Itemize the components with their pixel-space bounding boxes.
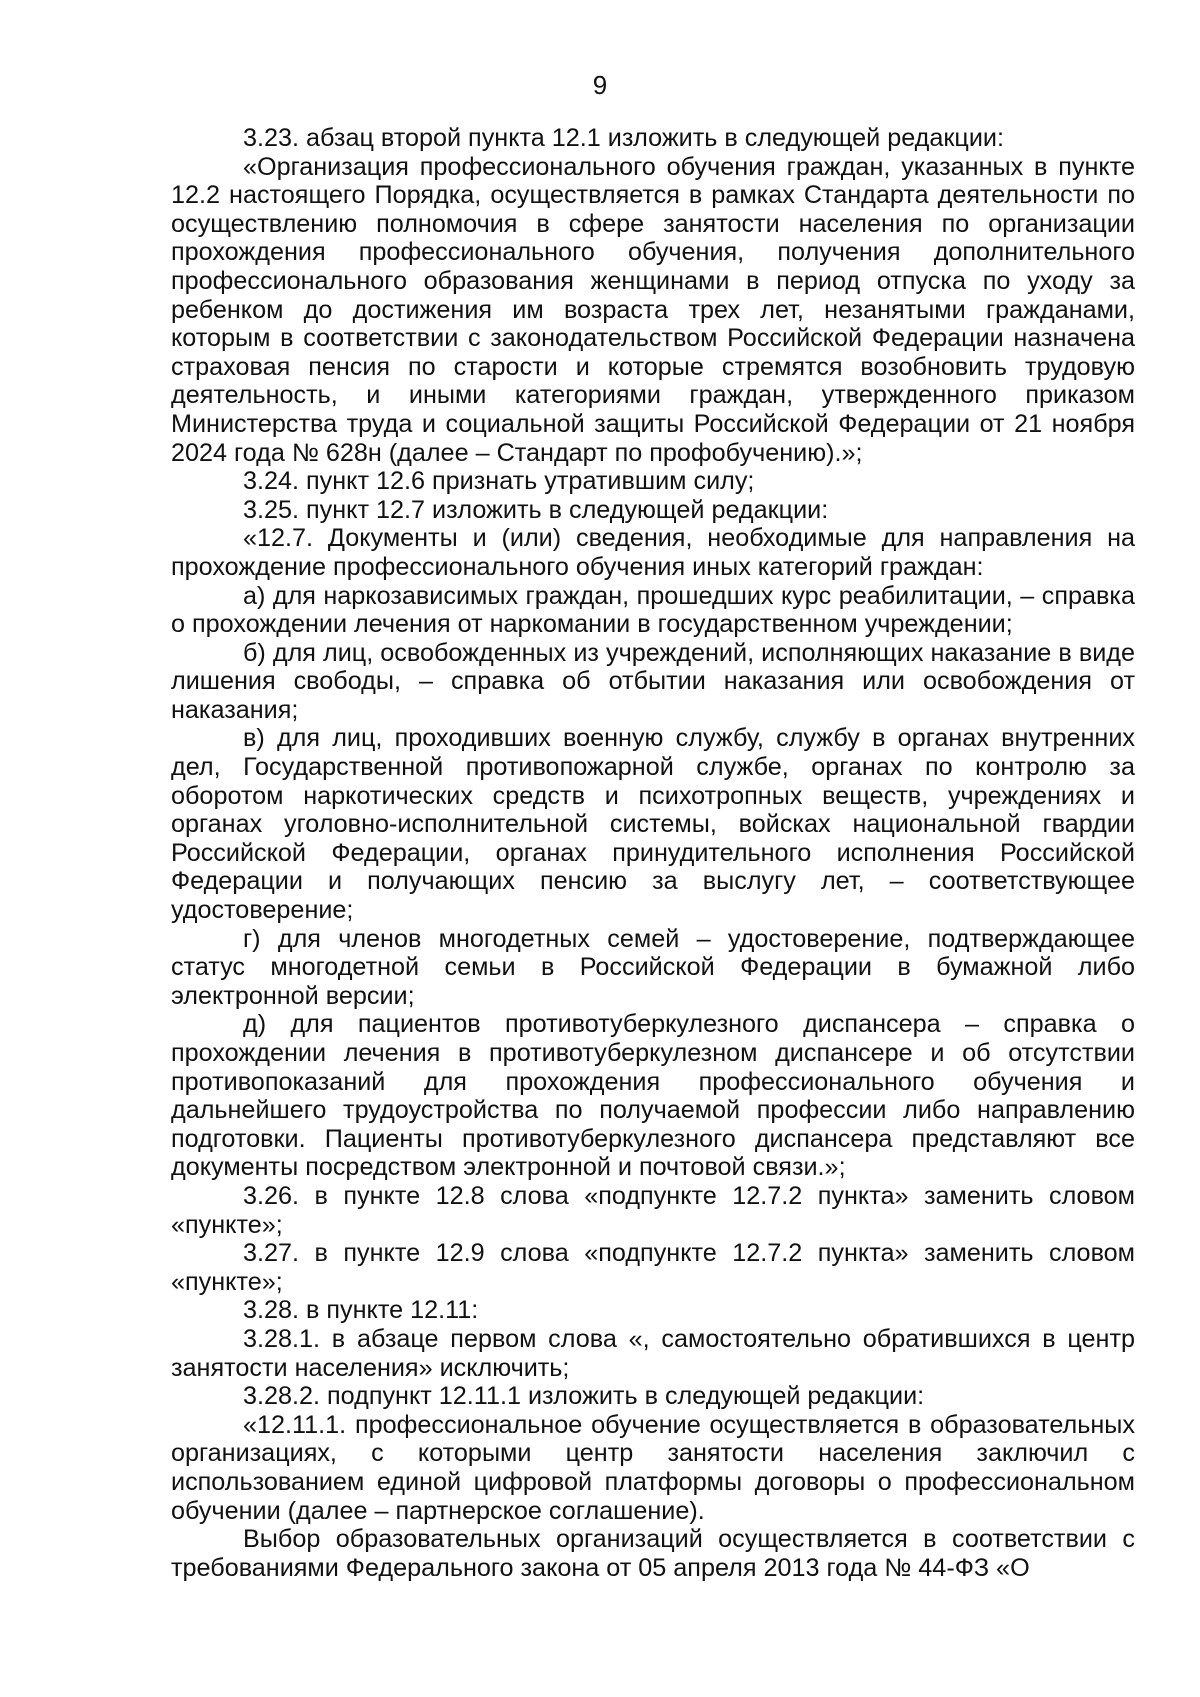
page-number: 9 bbox=[592, 70, 608, 100]
paragraph-item-b: б) для лиц, освобожденных из учреждений, исполняющих наказание в виде лишения свободы, – справка об отбытии наказания или освобождения от наказания; bbox=[171, 638, 1135, 724]
paragraph-3-28-1: 3.28.1. в абзаце первом слова «, самостоятельно обратившихся в центр занятости населения» исключить; bbox=[171, 1324, 1135, 1382]
document-body bbox=[171, 124, 1135, 1582]
paragraph-3-27: 3.27. в пункте 12.9 слова «подпункте 12.7.2 пункта» заменить словом «пункте»; bbox=[171, 1239, 1135, 1296]
paragraph-3-25: 3.25. пункт 12.7 изложить в следующей редакции: bbox=[243, 495, 829, 524]
paragraph-item-g: г) для членов многодетных семей – удостоверение, подтверждающее статус многодетной семьи в Российской Федерации в бумажной либо электронной версии; bbox=[171, 924, 1135, 1010]
paragraph-selection: Выбор образовательных организаций осуществляется в соответствии с требованиями Федерального закона от 05 апреля 2013 года № 44-ФЗ «О bbox=[171, 1525, 1135, 1582]
paragraph-12-11-1: «12.11.1. профессиональное обучение осуществляется в образовательных организациях, с которыми центр занятости населения заключил с использованием единой цифровой платформы договоры о профессиональном обучении (далее – партнерское соглашение). bbox=[171, 1410, 1135, 1525]
paragraph-3-28-2: 3.28.2. подпункт 12.11.1 изложить в следующей редакции: bbox=[243, 1382, 925, 1411]
paragraph-3-24: 3.24. пункт 12.6 признать утратившим силу; bbox=[243, 467, 755, 496]
paragraph-12-7: «12.7. Документы и (или) сведения, необходимые для направления на прохождение профессионального обучения иных категорий граждан: bbox=[171, 524, 1135, 581]
paragraph-item-d: д) для пациентов противотуберкулезного диспансера – справка о прохождении лечения в противотуберкулезном диспансере и об отсутствии противопоказаний для прохождения профессионального обучения и дальнейшего трудоустройства по получаемой профессии либо направлению подготовки. Пациенты противотуберкулезного диспансера представляют все документы посредством электронной и почтовой связи.»; bbox=[171, 1010, 1135, 1182]
paragraph-item-v: в) для лиц, проходивших военную службу, службу в органах внутренних дел, Государственной противопожарной службе, органах по контролю за оборотом наркотических средств и психотропных веществ, учреждениях и органах уголовно-исполнительной системы, войсках национальной гвардии Российской Федерации, органах принудительного исполнения Российской Федерации и получающих пенсию за выслугу лет, – соответствующее удостоверение; bbox=[171, 724, 1135, 925]
paragraph-3-26: 3.26. в пункте 12.8 слова «подпункте 12.7.2 пункта» заменить словом «пункте»; bbox=[171, 1181, 1135, 1239]
paragraph-organization-quote: «Организация профессионального обучения граждан, указанных в пункте 12.2 настоящего Порядка, осуществляется в рамках Стандарта деятельности по осуществлению полномочия в сфере занятости населения по организации прохождения профессионального обучения, получения дополнительного профессионального образования женщинами в период отпуска по уходу за ребенком до достижения им возраста трех лет, незанятыми гражданами, которым в соответствии с законодательством Российской Федерации назначена страховая пенсия по старости и которые стремятся возобновить трудовую деятельность, и иными категориями граждан, утвержденного приказом Министерства труда и социальной защиты Российской Федерации от 21 ноября 2024 года № 628н (далее – Стандарт по профобучению).»; bbox=[171, 152, 1135, 467]
paragraph-item-a: а) для наркозависимых граждан, прошедших курс реабилитации, – справка о прохождении лечения от наркомании в государственном учреждении; bbox=[171, 581, 1135, 639]
paragraph-3-28: 3.28. в пункте 12.11: bbox=[243, 1296, 479, 1325]
paragraph-3-23: 3.23. абзац второй пункта 12.1 изложить в следующей редакции: bbox=[243, 124, 1004, 152]
